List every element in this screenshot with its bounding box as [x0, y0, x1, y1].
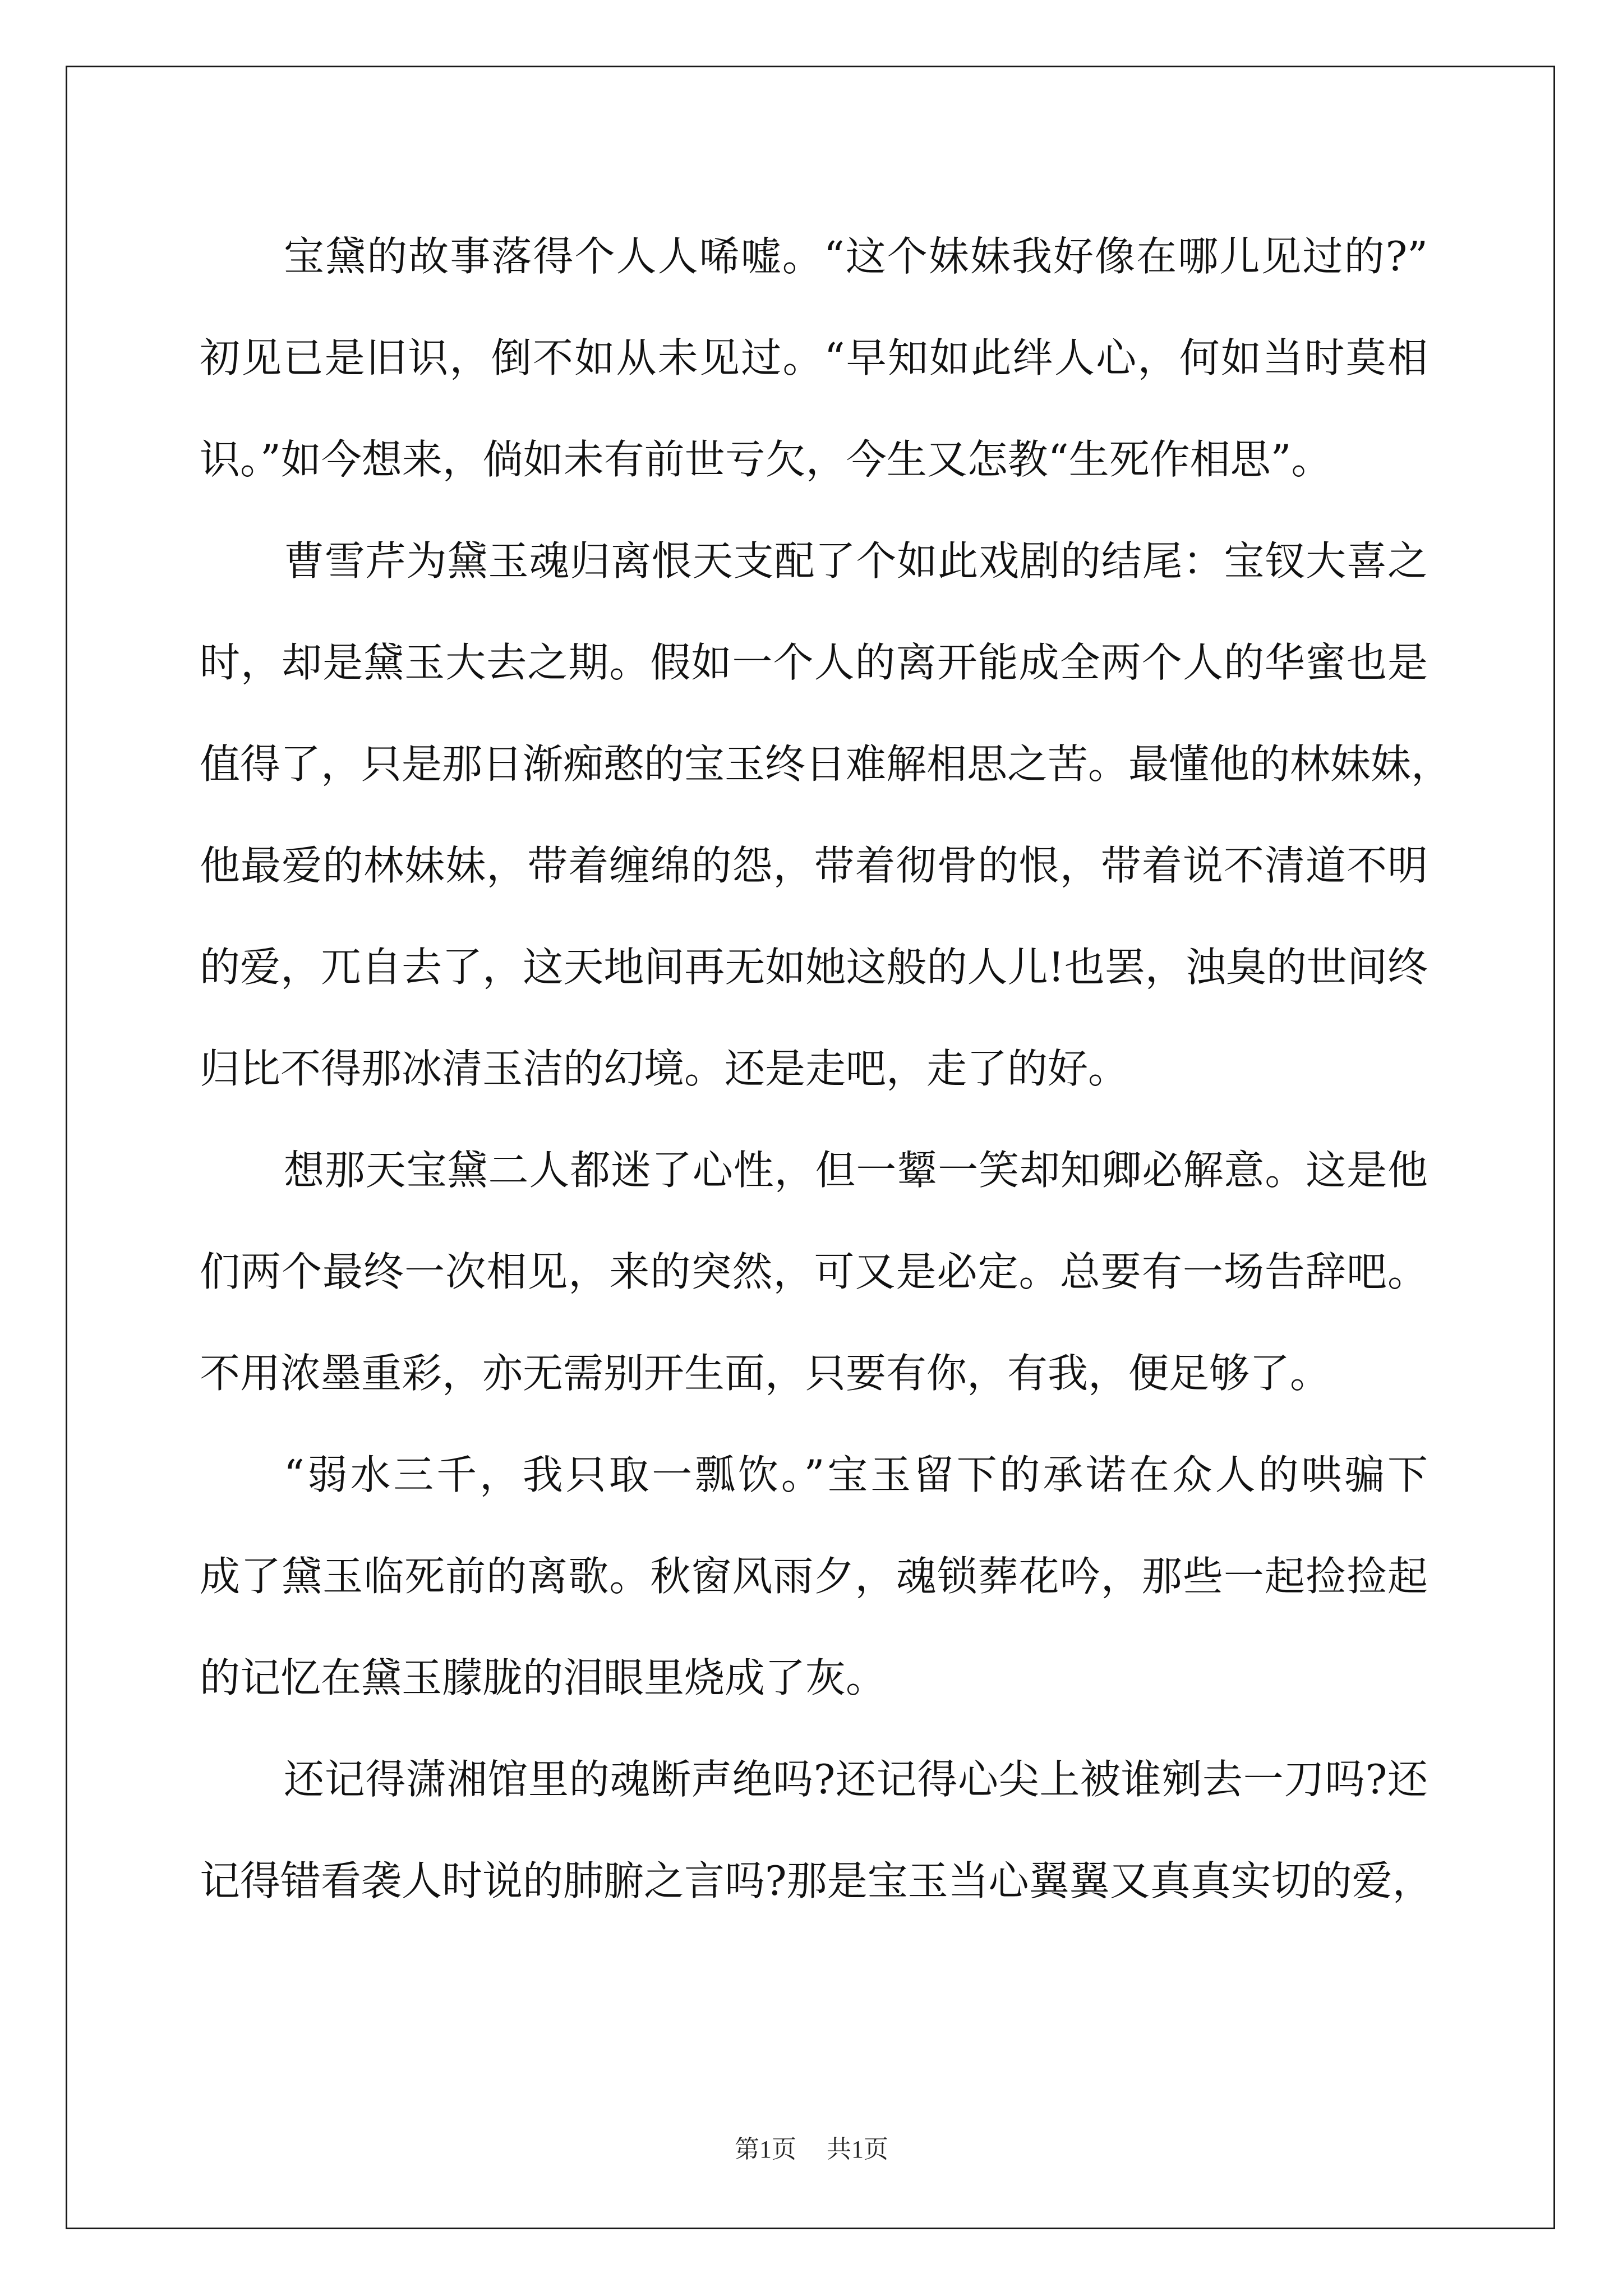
page-footer [0, 2133, 1623, 2166]
text-line: 们两个最终一次相见，来的突然，可又是必定。总要有一场告辞吧。 [200, 1248, 1428, 1295]
page-total: 共1页 [827, 2136, 888, 2163]
text-line: 归比不得那冰清玉洁的幻境。还是走吧，走了的好。 [200, 1045, 1129, 1092]
text-line: 宝黛的故事落得个人人唏嘘。“这个妹妹我好像在哪儿见过的?” [284, 233, 1428, 280]
text-line: “弱水三千，我只取一瓢饮。”宝玉留下的承诺在众人的哄骗下 [284, 1451, 1428, 1498]
text-line: 不用浓墨重彩，亦无需别开生面，只要有你，有我，便足够了。 [200, 1350, 1331, 1397]
text-line: 的记忆在黛玉朦胧的泪眼里烧成了灰。 [200, 1654, 887, 1701]
text-line: 还记得潇湘馆里的魂断声绝吗?还记得心尖上被谁剜去一刀吗?还 [284, 1756, 1428, 1803]
text-line: 识。”如今想来，倘如未有前世亏欠，今生又怎教“生死作相思”。 [200, 436, 1332, 483]
text-line: 值得了，只是那日渐痴憨的宝玉终日难解相思之苦。最懂他的林妹妹， [200, 740, 1452, 788]
text-line: 他最爱的林妹妹，带着缠绵的怨，带着彻骨的恨，带着说不清道不明 [200, 842, 1428, 889]
text-line: 成了黛玉临死前的离歌。秋窗风雨夕，魂锁葬花吟，那些一起捡捡起 [200, 1553, 1428, 1600]
document-body [200, 206, 1452, 1932]
text-line: 曹雪芹为黛玉魂归离恨天支配了个如此戏剧的结尾：宝钗大喜之 [284, 537, 1428, 585]
text-line: 时，却是黛玉大去之期。假如一个人的离开能成全两个人的华蜜也是 [200, 639, 1428, 686]
text-line: 记得错看袭人时说的肺腑之言吗?那是宝玉当心翼翼又真真实切的爱， [200, 1857, 1433, 1904]
text-line: 初见已是旧识，倒不如从未见过。“早知如此绊人心，何如当时莫相 [200, 334, 1428, 381]
text-line: 的爱，兀自去了，这天地间再无如她这般的人儿!也罢，浊臭的世间终 [200, 944, 1428, 991]
text-line: 想那天宝黛二人都迷了心性，但一颦一笑却知卿必解意。这是他 [284, 1147, 1428, 1194]
page-number: 第1页 [735, 2136, 796, 2163]
